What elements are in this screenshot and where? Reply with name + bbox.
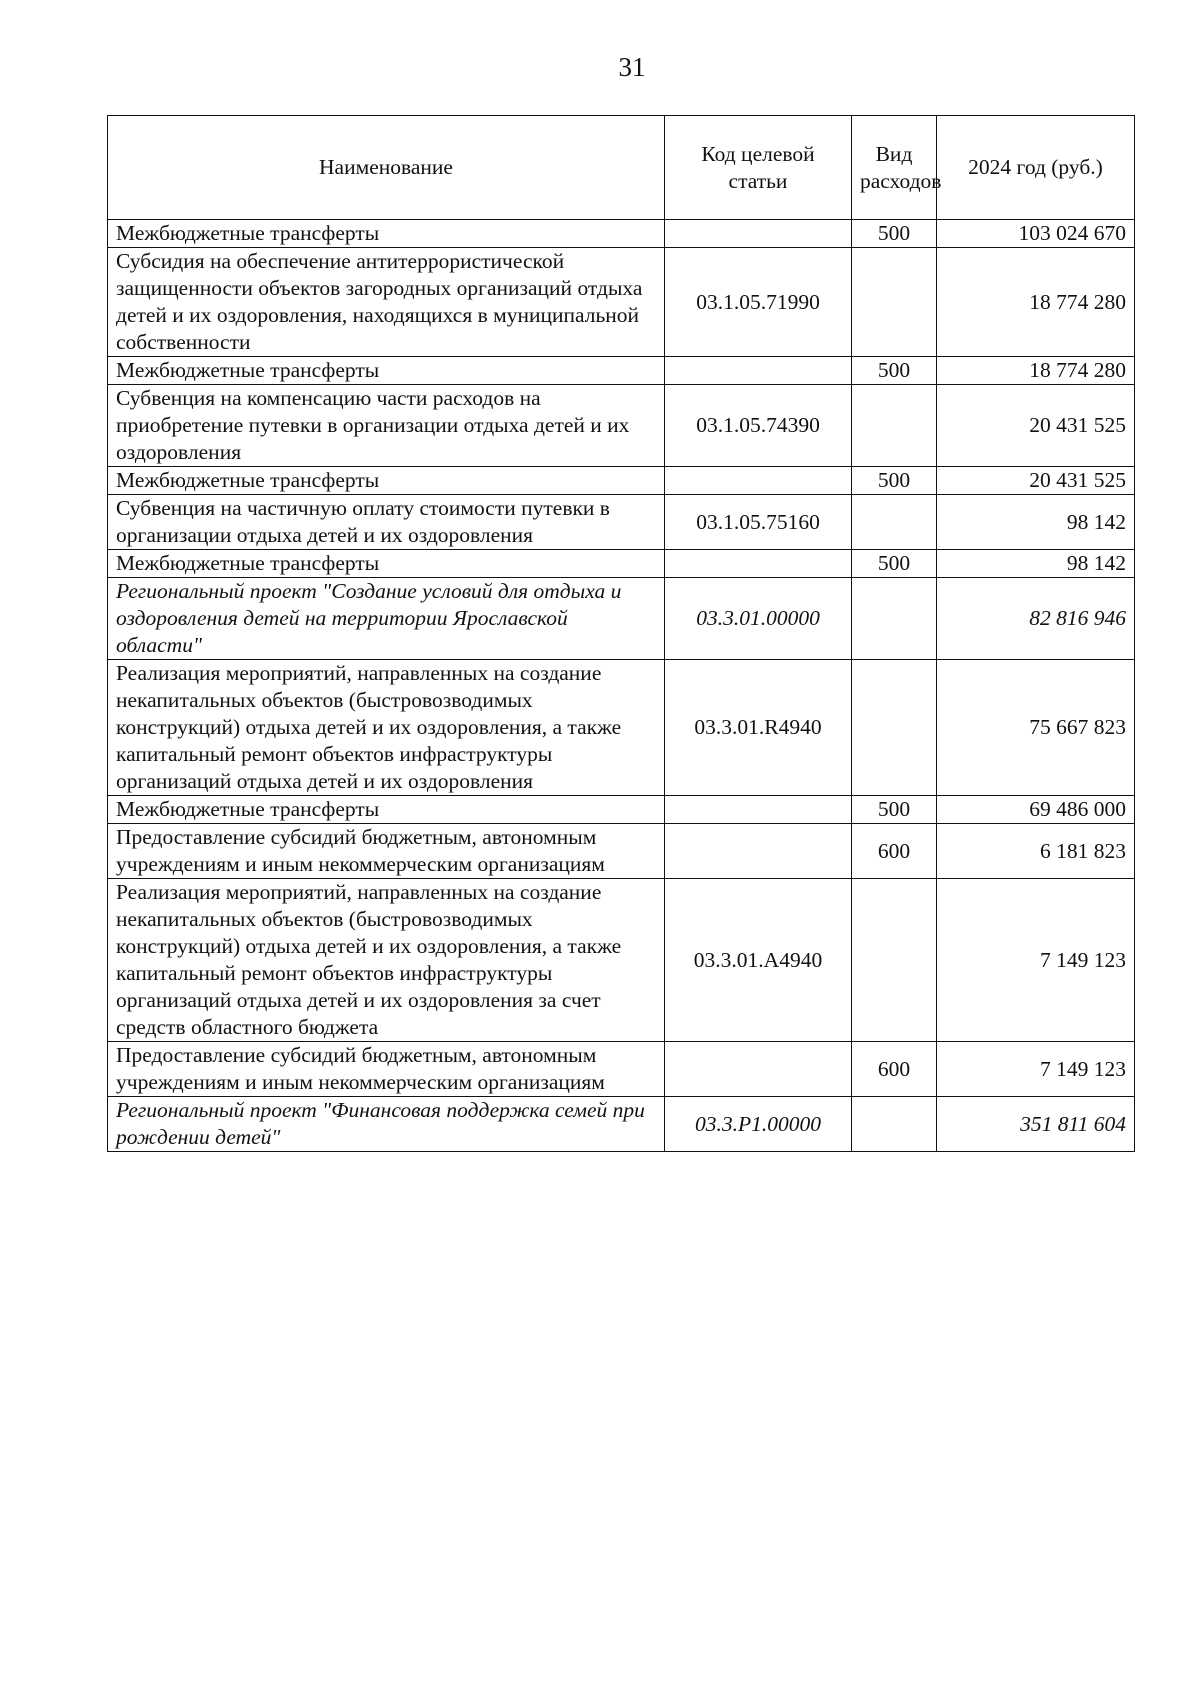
row-code: 03.1.05.71990 (665, 248, 852, 357)
row-sum: 18 774 280 (937, 248, 1135, 357)
row-type (852, 660, 937, 796)
row-type: 500 (852, 550, 937, 578)
table-row (108, 220, 1135, 248)
row-sum: 98 142 (937, 550, 1135, 578)
budget-table (107, 115, 1135, 1152)
row-name: Межбюджетные трансферты (108, 357, 665, 385)
row-code: 03.3.01.00000 (665, 578, 852, 660)
row-sum: 351 811 604 (937, 1097, 1135, 1152)
row-sum: 103 024 670 (937, 220, 1135, 248)
row-name: Региональный проект "Финансовая поддержка семей при рождении детей" (108, 1097, 665, 1152)
row-name: Предоставление субсидий бюджетным, автономным учреждениям и иным некоммерческим организациям (108, 1042, 665, 1097)
table-row (108, 824, 1135, 879)
row-sum: 20 431 525 (937, 385, 1135, 467)
row-sum: 20 431 525 (937, 467, 1135, 495)
table-row (108, 357, 1135, 385)
row-type (852, 578, 937, 660)
row-code (665, 824, 852, 879)
row-code (665, 796, 852, 824)
row-type (852, 879, 937, 1042)
row-code (665, 467, 852, 495)
row-type: 500 (852, 796, 937, 824)
row-name: Реализация мероприятий, направленных на создание некапитальных объектов (быстровозводимых конструкций) отдыха детей и их оздоровления, а также капитальный ремонт объектов инфраструктуры организаций отдыха детей и их оздоровления (108, 660, 665, 796)
row-sum: 6 181 823 (937, 824, 1135, 879)
header-sum: 2024 год (руб.) (937, 116, 1135, 220)
row-type (852, 248, 937, 357)
table-header-row (108, 116, 1135, 220)
row-sum: 69 486 000 (937, 796, 1135, 824)
page-number: 31 (618, 52, 646, 82)
row-name: Предоставление субсидий бюджетным, автономным учреждениям и иным некоммерческим организациям (108, 824, 665, 879)
row-code (665, 220, 852, 248)
row-sum: 82 816 946 (937, 578, 1135, 660)
row-name: Субвенция на компенсацию части расходов на приобретение путевки в организации отдыха детей и их оздоровления (108, 385, 665, 467)
row-code: 03.1.05.74390 (665, 385, 852, 467)
row-name: Субвенция на частичную оплату стоимости путевки в организации отдыха детей и их оздоровления (108, 495, 665, 550)
header-name: Наименование (108, 116, 665, 220)
row-type: 600 (852, 1042, 937, 1097)
table-row (108, 879, 1135, 1042)
row-type (852, 385, 937, 467)
row-code (665, 1042, 852, 1097)
row-name: Межбюджетные трансферты (108, 467, 665, 495)
table-row (108, 578, 1135, 660)
row-name: Субсидия на обеспечение антитеррористической защищенности объектов загородных организаций отдыха детей и их оздоровления, находящихся в муниципальной собственности (108, 248, 665, 357)
table-row (108, 1042, 1135, 1097)
row-type: 500 (852, 220, 937, 248)
row-type: 600 (852, 824, 937, 879)
header-type: Вид расходов (852, 116, 937, 220)
row-type (852, 1097, 937, 1152)
row-code: 03.1.05.75160 (665, 495, 852, 550)
row-code: 03.3.Р1.00000 (665, 1097, 852, 1152)
table-row (108, 660, 1135, 796)
row-sum: 7 149 123 (937, 879, 1135, 1042)
row-name: Межбюджетные трансферты (108, 796, 665, 824)
row-code (665, 357, 852, 385)
row-code (665, 550, 852, 578)
row-type (852, 495, 937, 550)
row-type: 500 (852, 357, 937, 385)
row-sum: 7 149 123 (937, 1042, 1135, 1097)
table-row (108, 248, 1135, 357)
table-row (108, 495, 1135, 550)
row-code: 03.3.01.А4940 (665, 879, 852, 1042)
row-code: 03.3.01.R4940 (665, 660, 852, 796)
row-type: 500 (852, 467, 937, 495)
row-name: Реализация мероприятий, направленных на создание некапитальных объектов (быстровозводимых конструкций) отдыха детей и их оздоровления, а также капитальный ремонт объектов инфраструктуры организаций отдыха детей и их оздоровления за счет средств областного бюджета (108, 879, 665, 1042)
row-sum: 98 142 (937, 495, 1135, 550)
table-row (108, 550, 1135, 578)
header-code: Код целевой статьи (665, 116, 852, 220)
row-sum: 75 667 823 (937, 660, 1135, 796)
row-sum: 18 774 280 (937, 357, 1135, 385)
row-name: Межбюджетные трансферты (108, 220, 665, 248)
table-row (108, 467, 1135, 495)
table-row (108, 385, 1135, 467)
row-name: Межбюджетные трансферты (108, 550, 665, 578)
table-row (108, 796, 1135, 824)
row-name: Региональный проект "Создание условий для отдыха и оздоровления детей на территории Ярославской области" (108, 578, 665, 660)
table-row (108, 1097, 1135, 1152)
